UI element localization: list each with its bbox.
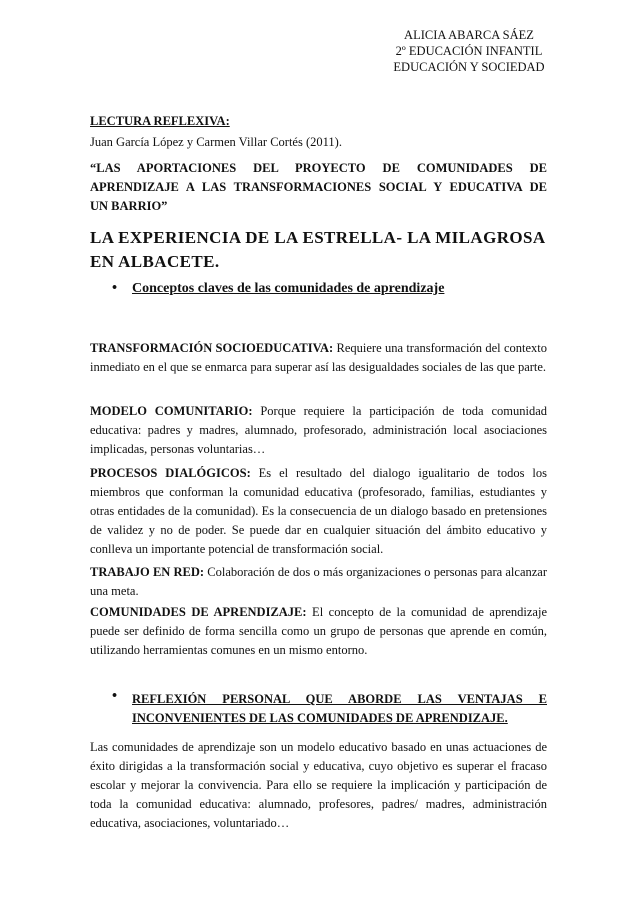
document-header: [390, 27, 548, 75]
reflection-paragraph: Las comunidades de aprendizaje son un modelo educativo basado en unas actuaciones de éxito dirigidas a la transformación social y educativa, cuyo objetivo es superar el fracaso escolar y mejorar la convivencia. Para ello se requiere la implicación y participación de toda la comunidad educativa: alumnado, profesores, padres/ madres, administración educativa, asociaciones, voluntariado…: [90, 740, 547, 830]
main-title: LA EXPERIENCIA DE LA ESTRELLA- LA MILAGROSA EN ALBACETE.: [90, 228, 545, 271]
course-name: 2º EDUCACIÓN INFANTIL: [395, 44, 543, 58]
reference-authors: Juan García López y Carmen Villar Cortés (2011).: [90, 135, 342, 149]
concept-paragraph: [90, 603, 547, 660]
concept-text: Requiere una transformación del contexto inmediato en el que se enmarca para superar así las desigualdades sociales de las que parte.: [90, 341, 547, 374]
concept-term: TRANSFORMACIÓN SOCIOEDUCATIVA:: [90, 341, 334, 355]
reading-title-line-3: UN BARRIO”: [90, 199, 168, 213]
concept-paragraph: [90, 464, 547, 559]
subject-name: EDUCACIÓN Y SOCIEDAD: [393, 60, 545, 74]
concept-term: PROCESOS DIALÓGICOS:: [90, 466, 251, 480]
concept-text: Es el resultado del dialogo igualitario de todos los miembros que conforman la comunidad educativa (profesorado, familias, estudiantes y otras entidades de la comunidad). Es la consecuencia de un dialogo basado en pretensiones de validez y no de poder. Se puede dar en cualquier situación del ámbito educativo y conlleva un importante potencial de transformación social.: [90, 466, 547, 556]
bullet-icon: •: [112, 280, 118, 296]
reflection-heading-line-2: INCONVENIENTES DE LAS COMUNIDADES DE APRENDIZAJE.: [132, 711, 508, 725]
concept-term: MODELO COMUNITARIO:: [90, 404, 253, 418]
concept-text: El concepto de la comunidad de aprendizaje puede ser definido de forma sencilla como un grupo de personas que aprende en común, utilizando herramientas comunes en un mismo entorno.: [90, 605, 547, 657]
concept-term: TRABAJO EN RED:: [90, 565, 205, 579]
concept-paragraph: [90, 563, 547, 601]
reading-title-line-2: APRENDIZAJE A LAS TRANSFORMACIONES SOCIAL Y EDUCATIVA DE: [90, 180, 547, 194]
reflection-heading-line-1: REFLEXIÓN PERSONAL QUE ABORDE LAS VENTAJAS E: [132, 692, 547, 706]
author-name: ALICIA ABARCA SÁEZ: [404, 28, 534, 42]
concept-text: Porque requiere la participación de toda comunidad educativa: padres y madres, alumnado, profesorado, administración local asociaciones implicadas, personas voluntarias…: [90, 404, 547, 456]
bullet-heading-concepts: Conceptos claves de las comunidades de aprendizaje: [132, 281, 445, 296]
bullet-icon: •: [112, 688, 118, 704]
concept-text: Colaboración de dos o más organizaciones o personas para alcanzar una meta.: [90, 565, 548, 598]
concept-paragraph: [90, 339, 547, 377]
bullet-heading-reflection: [132, 690, 547, 728]
reading-title: [90, 159, 547, 216]
reading-title-line-1: “LAS APORTACIONES DEL PROYECTO DE COMUNIDADES DE: [90, 161, 547, 175]
concept-paragraph: [90, 402, 547, 459]
concept-term: COMUNIDADES DE APRENDIZAJE:: [90, 605, 307, 619]
section-title: LECTURA REFLEXIVA:: [90, 114, 230, 128]
